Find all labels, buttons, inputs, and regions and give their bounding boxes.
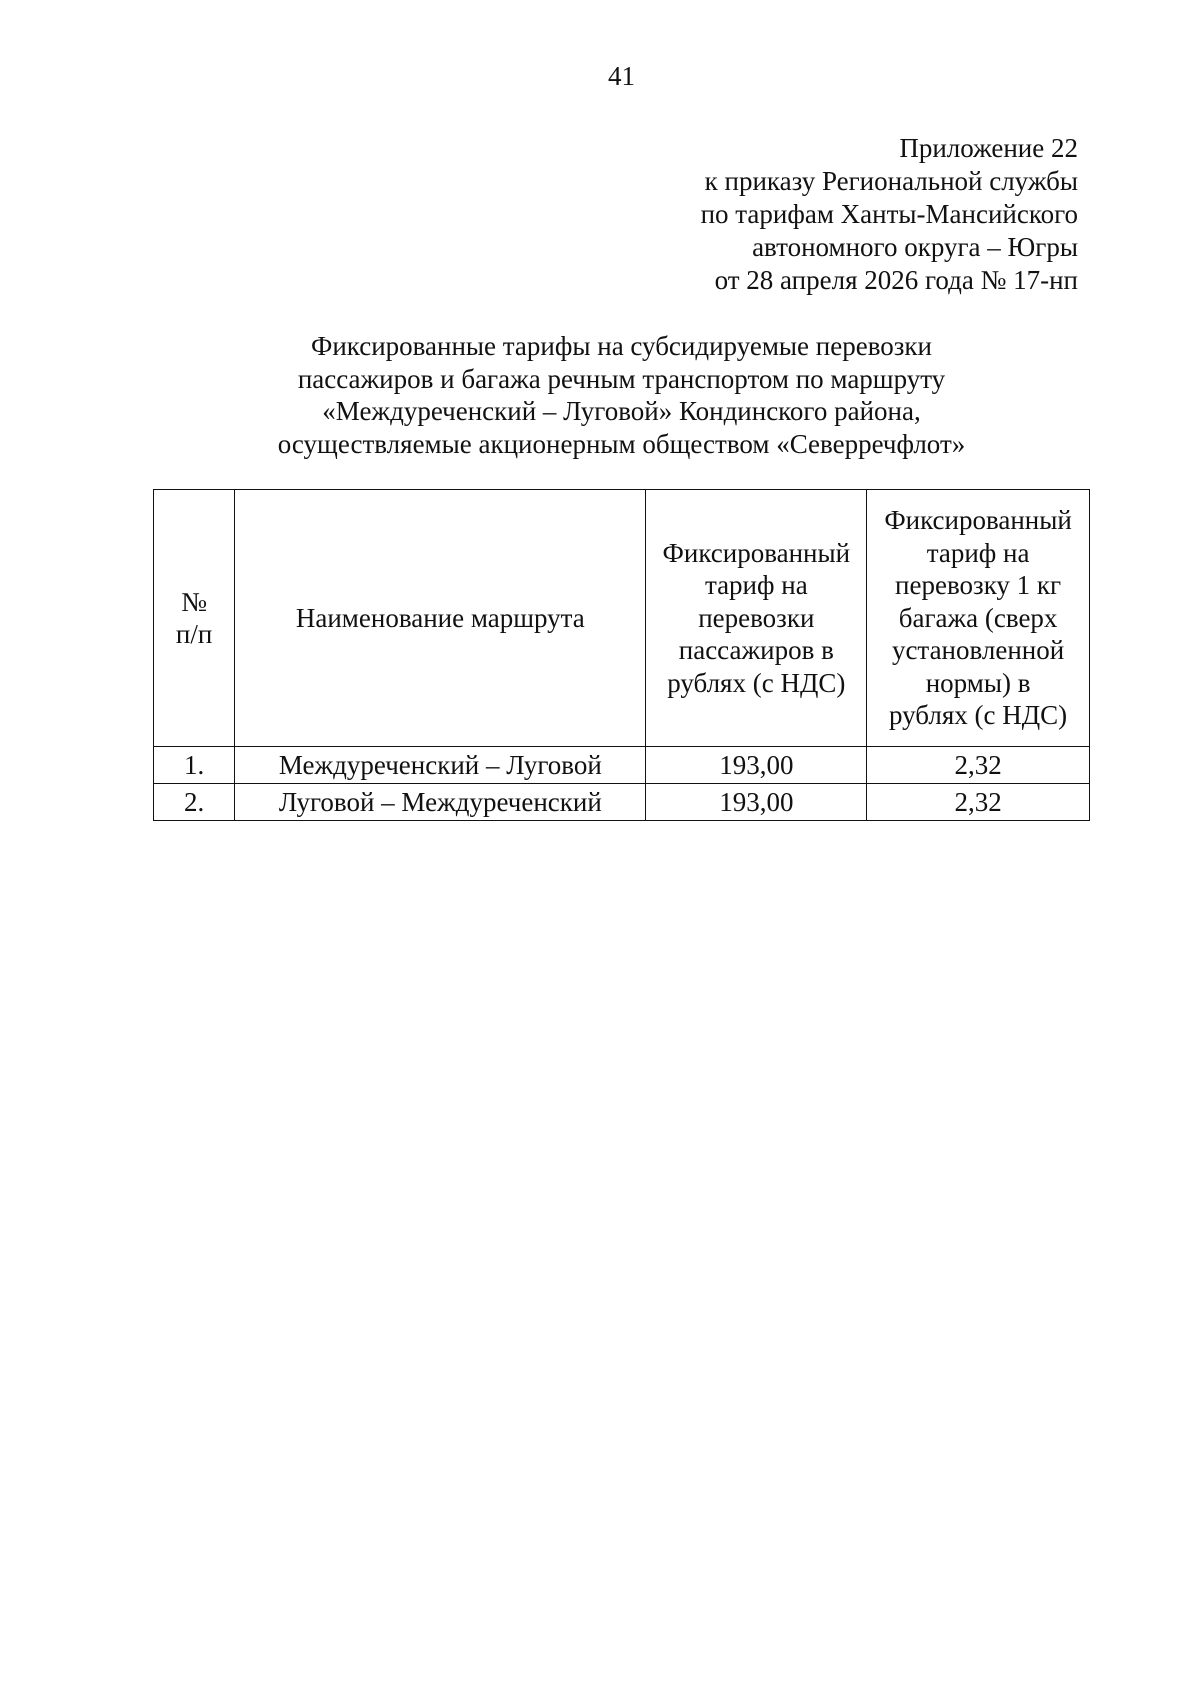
header-baggage-line: багажа (сверх bbox=[898, 602, 1058, 633]
header-baggage-tariff bbox=[867, 490, 1090, 747]
appendix-line: автономного округа – Югры bbox=[752, 232, 1078, 262]
appendix-line: по тарифам Ханты-Мансийского bbox=[700, 199, 1078, 229]
header-baggage-line: Фиксированный bbox=[884, 505, 1072, 536]
header-route-line: Наименование маршрута bbox=[295, 602, 585, 633]
tariffs-table bbox=[153, 489, 1090, 821]
header-passenger-line: Фиксированный bbox=[662, 537, 851, 568]
header-passenger-line: тариф на bbox=[704, 570, 808, 601]
table-row bbox=[154, 784, 1090, 821]
table-header-row bbox=[154, 490, 1090, 747]
cell-route: Луговой – Междуреченский bbox=[235, 784, 646, 821]
page-number: 41 bbox=[608, 61, 635, 91]
title-line: «Междуреченский – Луговой» Кондинского района, bbox=[322, 396, 921, 426]
appendix-block bbox=[701, 132, 1078, 297]
header-baggage-line: рублях (с НДС) bbox=[889, 700, 1068, 731]
appendix-line: к приказу Региональной службы bbox=[704, 166, 1078, 196]
cell-route: Междуреченский – Луговой bbox=[235, 747, 646, 784]
header-passenger-line: рублях (с НДС) bbox=[667, 667, 846, 698]
header-num bbox=[154, 490, 235, 747]
table-row bbox=[154, 747, 1090, 784]
cell-baggage-tariff: 2,32 bbox=[867, 784, 1090, 821]
appendix-line: от 28 апреля 2026 года № 17-нп bbox=[714, 265, 1078, 295]
header-route bbox=[235, 490, 646, 747]
appendix-line: Приложение 22 bbox=[899, 133, 1078, 163]
title-line: осуществляемые акционерным обществом «Северречфлот» bbox=[277, 428, 966, 459]
header-passenger-line: пассажиров в bbox=[678, 635, 834, 666]
header-baggage-line: перевозку 1 кг bbox=[895, 570, 1062, 601]
header-passenger-line: перевозки bbox=[698, 602, 815, 633]
cell-passenger-tariff: 193,00 bbox=[646, 784, 867, 821]
header-baggage-line: установленной bbox=[891, 635, 1065, 666]
title-line: Фиксированные тарифы на субсидируемые перевозки bbox=[310, 331, 932, 361]
header-baggage-line: нормы) в bbox=[925, 667, 1031, 698]
cell-num: 1. bbox=[154, 747, 235, 784]
cell-passenger-tariff: 193,00 bbox=[646, 747, 867, 784]
cell-num: 2. bbox=[154, 784, 235, 821]
document-title bbox=[153, 330, 1090, 460]
header-num-line: № bbox=[181, 586, 207, 617]
header-passenger-tariff bbox=[646, 490, 867, 747]
header-baggage-line: тариф на bbox=[926, 537, 1030, 568]
cell-baggage-tariff: 2,32 bbox=[867, 747, 1090, 784]
title-line: пассажиров и багажа речным транспортом по маршруту bbox=[297, 363, 946, 394]
header-num-line: п/п bbox=[175, 619, 213, 649]
